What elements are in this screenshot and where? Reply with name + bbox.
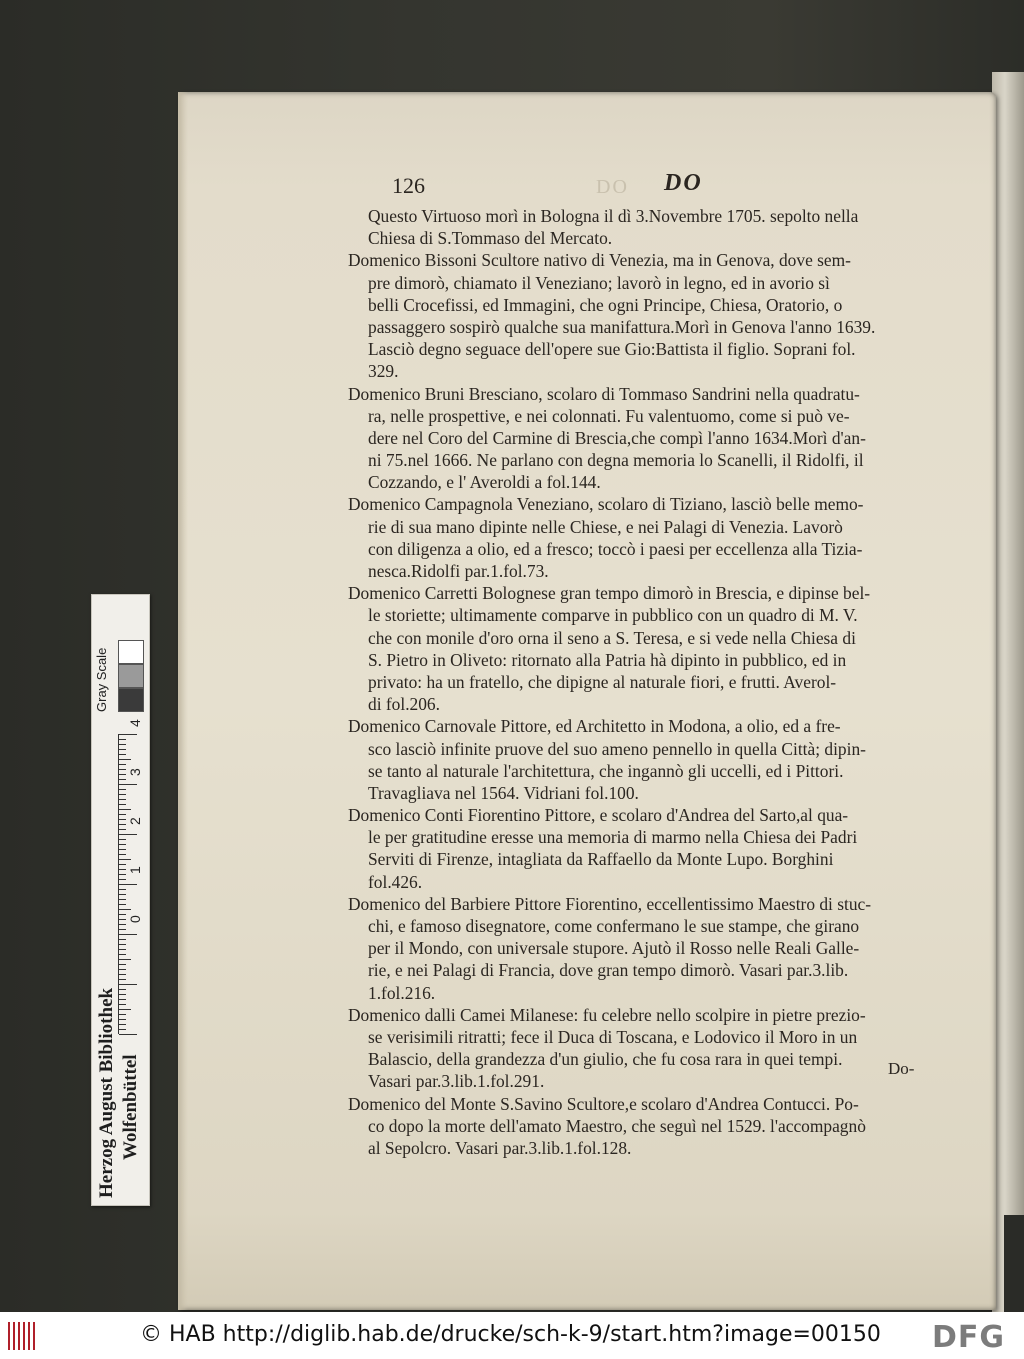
ruler-tick [119, 929, 126, 930]
book-edge-shadow [1004, 1215, 1024, 1315]
ruler-tick [119, 839, 126, 840]
text-line: se tanto al naturale l'architettura, che ingannò gli uccelli, ed i Pittori. [368, 760, 844, 781]
ruler-tick [119, 894, 126, 895]
library-line-1: Herzog August Bibliothek [96, 987, 117, 1198]
text-line: Serviti di Firenze, intagliata da Raffaello da Monte Lupo. Borghini [368, 849, 834, 870]
text-line: le storiette; ultimamente comparve in pubblico con un quadro di M. V. [368, 605, 858, 626]
ruler-number: 1 [127, 866, 143, 874]
ruler-tick [119, 769, 126, 770]
ruler-tick [119, 919, 126, 920]
hab-logo-icon [8, 1322, 38, 1350]
ruler-tick [119, 734, 137, 735]
copyright-link[interactable]: © HAB http://diglib.hab.de/drucke/sch-k-9/start.htm?image=00150 [140, 1322, 881, 1347]
ruler-tick [119, 854, 126, 855]
text-line: privato: ha un fratello, che dipigne al naturale fiori, e frutti. Averol- [368, 671, 837, 692]
ruler-tick [119, 744, 126, 745]
text-line: Lasciò degno seguace dell'opere sue Gio:Battista il figlio. Soprani fol. [368, 339, 856, 360]
entry-first-line: Domenico Bruni Bresciano, scolaro di Tommaso Sandrini nella quadratu- [348, 383, 860, 404]
text-line: dere nel Coro del Carmine di Brescia,che compì l'anno 1634.Morì d'an- [368, 427, 866, 448]
text-line: che con monile d'oro orna il seno a S. Teresa, e si vede nella Chiesa di [368, 627, 856, 648]
text-line: sco lasciò infinite pruove del suo ameno pennello in quella Città; dipin- [368, 738, 866, 759]
entry-first-line: Domenico Conti Fiorentino Pittore, e scolaro d'Andrea del Sarto,al qua- [348, 805, 849, 826]
library-name [92, 940, 148, 1200]
page-number: 126 [392, 173, 425, 198]
ruler-tick [119, 884, 137, 885]
ruler-number: 0 [127, 915, 143, 923]
gray-swatch [118, 664, 144, 688]
text-line: Balascio, della grandezza d'un giulio, che fu cosa rara in quei tempi. [368, 1049, 843, 1070]
entry-first-line: Domenico dalli Camei Milanese: fu celebre nello scolpire in pietre prezio- [348, 1004, 866, 1025]
ruler-number: 2 [127, 817, 143, 825]
ruler-tick [119, 924, 126, 925]
ruler-tick [119, 799, 126, 800]
text-line: con diligenza a olio, ed a fresco; toccò i paesi per eccellenza alla Tizia- [368, 538, 863, 559]
text-line: Chiesa di S.Tommaso del Mercato. [368, 228, 613, 249]
ruler-tick [119, 934, 137, 935]
ruler-tick [119, 824, 126, 825]
text-line: Vasari par.3.lib.1.fol.291. [368, 1071, 545, 1092]
text-line: belli Crocefissi, ed Immagini, che ogni Principe, Chiesa, Oratorio, o [368, 294, 843, 315]
text-line: Questo Virtuoso morì in Bologna il dì 3.Novembre 1705. sepolto nella [368, 206, 859, 226]
text-line: Travagliava nel 1564. Vidriani fol.100. [368, 782, 639, 803]
text-line: le per gratitudine eresse una memoria di marmo nella Chiesa dei Padri [368, 827, 858, 848]
text-line: ra, nelle prospettive, e nei colonnati. Fu valentuomo, come si può ve- [368, 405, 850, 426]
ruler-tick [119, 899, 126, 900]
ruler-tick [119, 754, 126, 755]
ruler-tick [119, 874, 126, 875]
ruler-tick [119, 774, 126, 775]
ruler-tick [119, 764, 126, 765]
text-line: passaggero sospirò qualche sua manifattura.Morì in Genova l'anno 1639. [368, 316, 876, 337]
text-line: ni 75.nel 1666. Ne parlano con degna memoria lo Scanelli, il Ridolfi, il [368, 450, 864, 471]
ruler-number: 4 [127, 719, 143, 727]
ruler-tick [119, 789, 126, 790]
text-line: Cozzando, e l' Averoldi a fol.144. [368, 472, 601, 493]
ruler-tick [119, 814, 126, 815]
ruler-tick [119, 749, 126, 750]
gray-swatch [118, 688, 144, 712]
ruler-tick [119, 869, 126, 870]
ruler-tick [119, 879, 126, 880]
ruler-tick [119, 889, 126, 890]
library-line-2: Wolfenbüttel [120, 1054, 141, 1160]
entry-first-line: Domenico Carretti Bolognese gran tempo dimorò in Brescia, e dipinse bel- [348, 583, 871, 604]
text-line: se verisimili ritratti; fece il Duca di Toscana, e Lodovico il Moro in un [368, 1026, 858, 1047]
ruler-tick [119, 819, 126, 820]
entry-first-line: Domenico Campagnola Veneziano, scolaro di Tiziano, lasciò belle memo- [348, 494, 864, 515]
ruler-tick [119, 834, 137, 835]
text-line: 1.fol.216. [368, 982, 436, 1003]
entry-first-line: Domenico Carnovale Pittore, ed Architetto in Modona, a olio, ed a fre- [348, 716, 841, 737]
gray-scale-label: Gray Scale [94, 647, 109, 712]
ruler-tick [119, 864, 126, 865]
entry-first-line: Domenico Bissoni Scultore nativo di Venezia, ma in Genova, dove sem- [348, 250, 851, 271]
ruler-tick [119, 914, 126, 915]
dfg-logo: DFG [932, 1320, 1006, 1355]
page-edge [178, 92, 188, 1310]
entry-first-line: Domenico del Barbiere Pittore Fiorentino, eccellentissimo Maestro di stuc- [348, 893, 872, 914]
ruler-tick [119, 829, 126, 830]
running-head: DO [664, 170, 703, 196]
book-edge-pages [992, 72, 1024, 1312]
page-text [348, 205, 948, 1159]
ruler-tick [119, 784, 137, 785]
ruler-tick [119, 804, 126, 805]
ruler-tick [119, 794, 126, 795]
text-line: rie di sua mano dipinte nelle Chiese, e nei Palagi di Venezia. Lavorò [368, 516, 843, 537]
text-line: rie, e nei Palagi di Francia, dove gran tempo dimorò. Vasari par.3.lib. [368, 960, 849, 981]
text-line: per il Mondo, con universale stupore. Ajutò il Rosso nelle Reali Galle- [368, 938, 860, 959]
text-line: S. Pietro in Oliveto: ritornato alla Patria hà dipinto in pubblico, ed in [368, 649, 847, 670]
ruler-tick [119, 849, 126, 850]
show-through-heading: DO [596, 176, 629, 198]
text-line: fol.426. [368, 871, 423, 892]
ruler-tick [119, 759, 131, 760]
entry-first-line: Domenico del Monte S.Savino Scultore,e scolaro d'Andrea Contucci. Po- [348, 1093, 859, 1114]
catchword: Do- [888, 1059, 915, 1078]
text-line: chi, e famoso disegnatore, come confermano le sue stampe, che girano [368, 916, 860, 936]
ruler-number: 3 [127, 768, 143, 776]
text-line: di fol.206. [368, 694, 440, 715]
text-line: pre dimorò, chiamato il Veneziano; lavorò in legno, ed in avorio sì [368, 272, 830, 293]
ruler-tick [119, 739, 126, 740]
text-line: 329. [368, 361, 399, 382]
text-line: co dopo la morte dell'amato Maestro, che seguì nel 1529. l'accompagnò [368, 1115, 866, 1136]
text-line: al Sepolcro. Vasari par.3.lib.1.fol.128. [368, 1137, 632, 1158]
gray-swatch [118, 640, 144, 664]
ruler-tick [119, 904, 126, 905]
ruler-tick [119, 779, 126, 780]
ruler-tick [119, 844, 126, 845]
text-line: nesca.Ridolfi par.1.fol.73. [368, 561, 549, 581]
